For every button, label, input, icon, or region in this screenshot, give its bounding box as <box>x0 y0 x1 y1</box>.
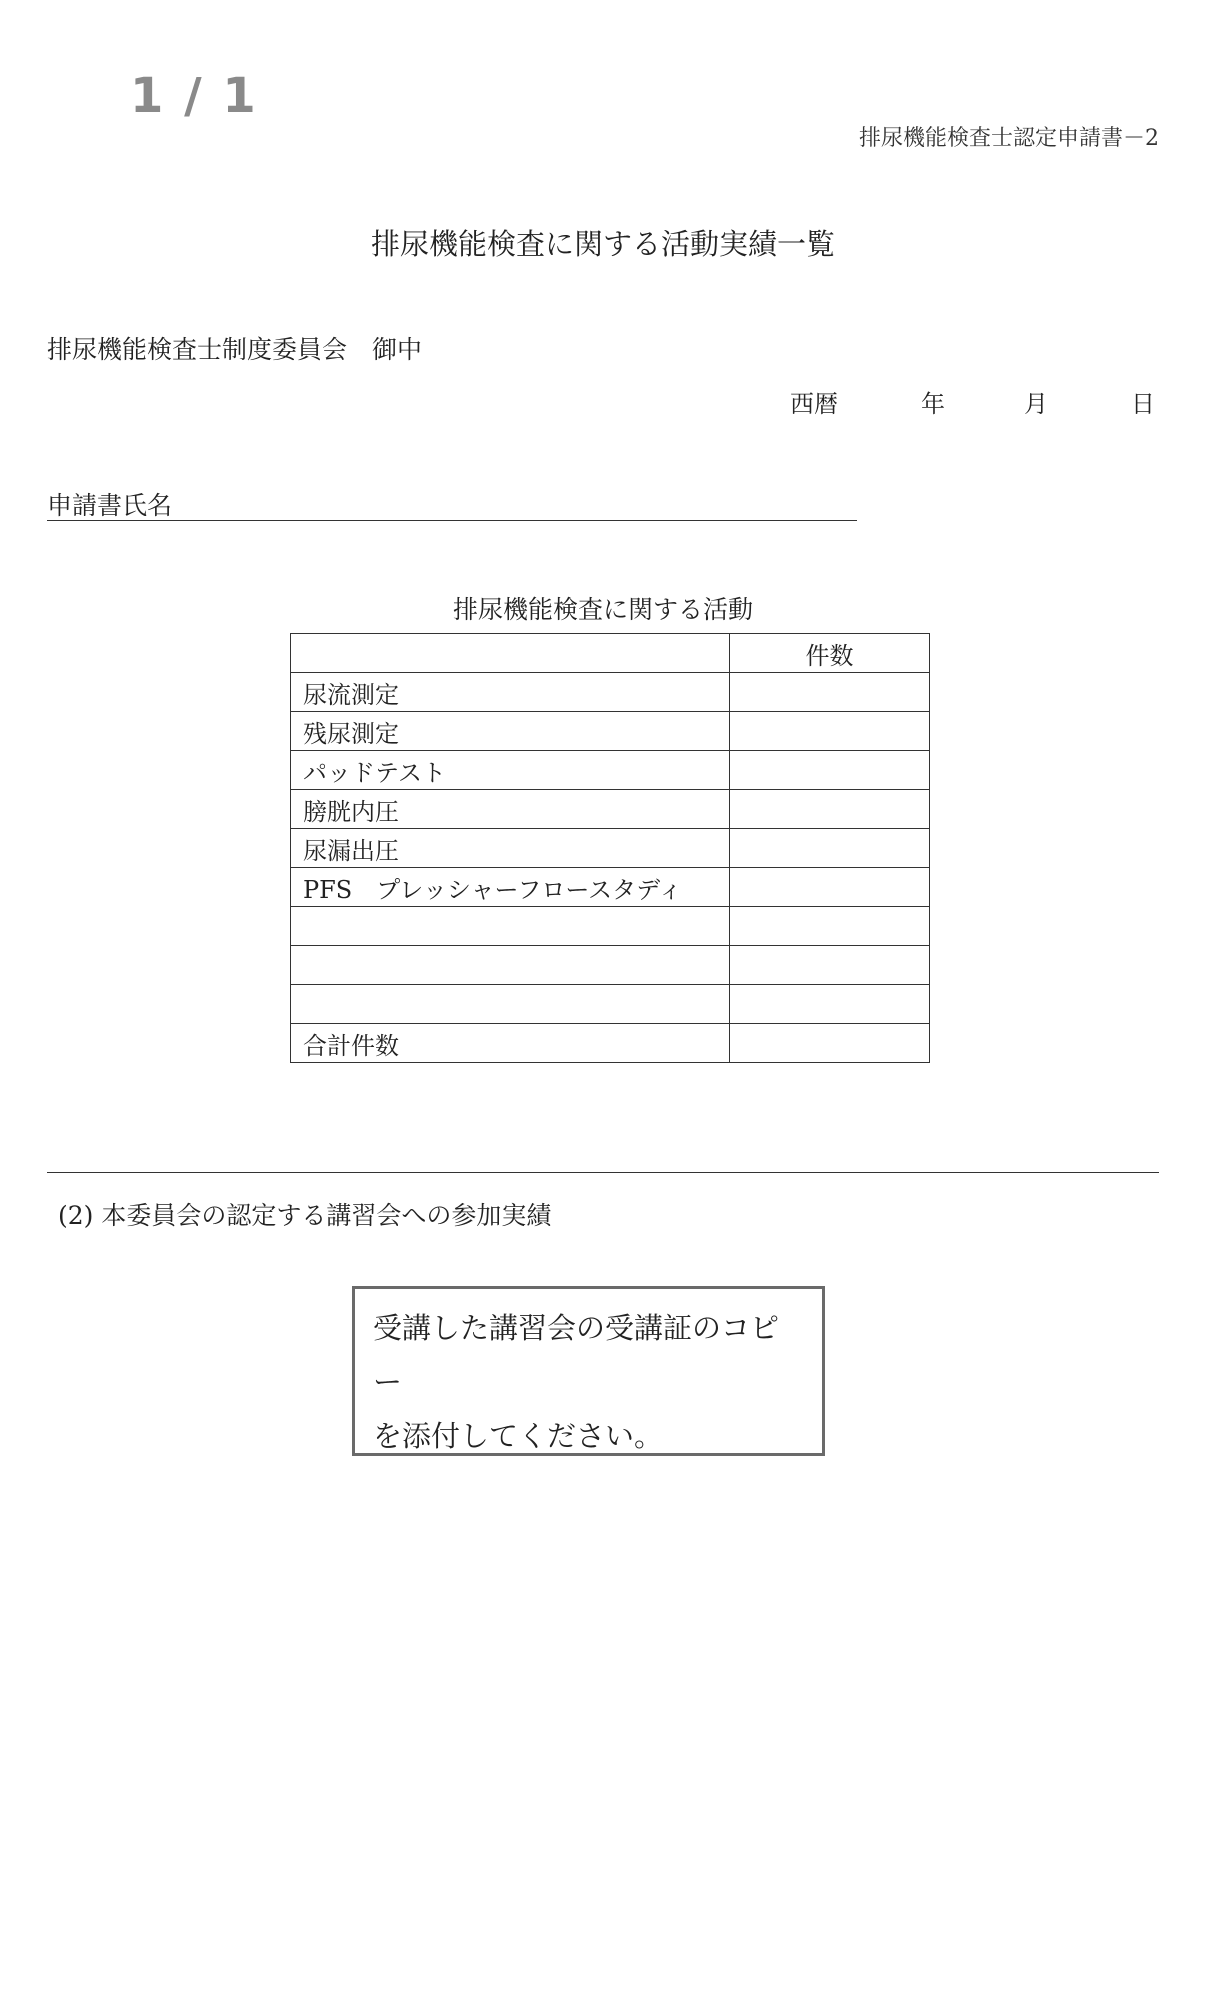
note-line-1: 受講した講習会の受講証のコピー <box>373 1311 780 1399</box>
row-count-cell <box>730 946 930 985</box>
activity-table <box>290 633 930 1063</box>
row-label: 残尿測定 <box>291 712 730 751</box>
row-count-cell <box>730 790 930 829</box>
page-indicator: 1 / 1 <box>130 68 258 124</box>
row-count-cell <box>730 1024 930 1063</box>
table-row <box>291 790 930 829</box>
section2-heading: (2) 本委員会の認定する講習会への参加実績 <box>58 1201 552 1230</box>
form-number: 排尿機能検査士認定申請書－2 <box>859 126 1159 151</box>
date-day-label: 日 <box>1131 390 1155 418</box>
row-count-cell <box>730 712 930 751</box>
row-count-cell <box>730 673 930 712</box>
table-header-row <box>291 634 930 673</box>
row-label: パッドテスト <box>291 751 730 790</box>
row-label: 尿漏出圧 <box>291 829 730 868</box>
row-label: 尿流測定 <box>291 673 730 712</box>
row-count-cell <box>730 751 930 790</box>
applicant-name-line <box>47 486 857 521</box>
table-row <box>291 751 930 790</box>
applicant-name-label: 申請書氏名 <box>47 491 173 520</box>
table-row <box>291 673 930 712</box>
table-row <box>291 907 930 946</box>
row-label: 膀胱内圧 <box>291 790 730 829</box>
row-label: PFS プレッシャーフロースタディ <box>291 868 730 907</box>
attachment-note-box <box>352 1286 825 1456</box>
row-label: 合計件数 <box>291 1024 730 1063</box>
row-count-cell <box>730 868 930 907</box>
table-row <box>291 829 930 868</box>
document-title: 排尿機能検査に関する活動実績一覧 <box>370 227 835 261</box>
section-divider <box>47 1172 1159 1173</box>
date-era-label: 西暦 <box>790 390 838 418</box>
date-month-label: 月 <box>1024 390 1048 418</box>
table-caption: 排尿機能検査に関する活動 <box>452 595 753 624</box>
row-label <box>291 907 730 946</box>
table-row <box>291 985 930 1024</box>
date-year-label: 年 <box>921 390 945 418</box>
table-row <box>291 868 930 907</box>
table-row <box>291 946 930 985</box>
row-count-cell <box>730 829 930 868</box>
row-label <box>291 985 730 1024</box>
table-header-item <box>291 634 730 673</box>
table-header-count: 件数 <box>730 634 930 673</box>
table-total-row <box>291 1024 930 1063</box>
addressee: 排尿機能検査士制度委員会 御中 <box>47 335 423 364</box>
table-row <box>291 712 930 751</box>
row-count-cell <box>730 907 930 946</box>
note-line-2: を添付してください。 <box>373 1419 664 1453</box>
row-count-cell <box>730 985 930 1024</box>
row-label <box>291 946 730 985</box>
